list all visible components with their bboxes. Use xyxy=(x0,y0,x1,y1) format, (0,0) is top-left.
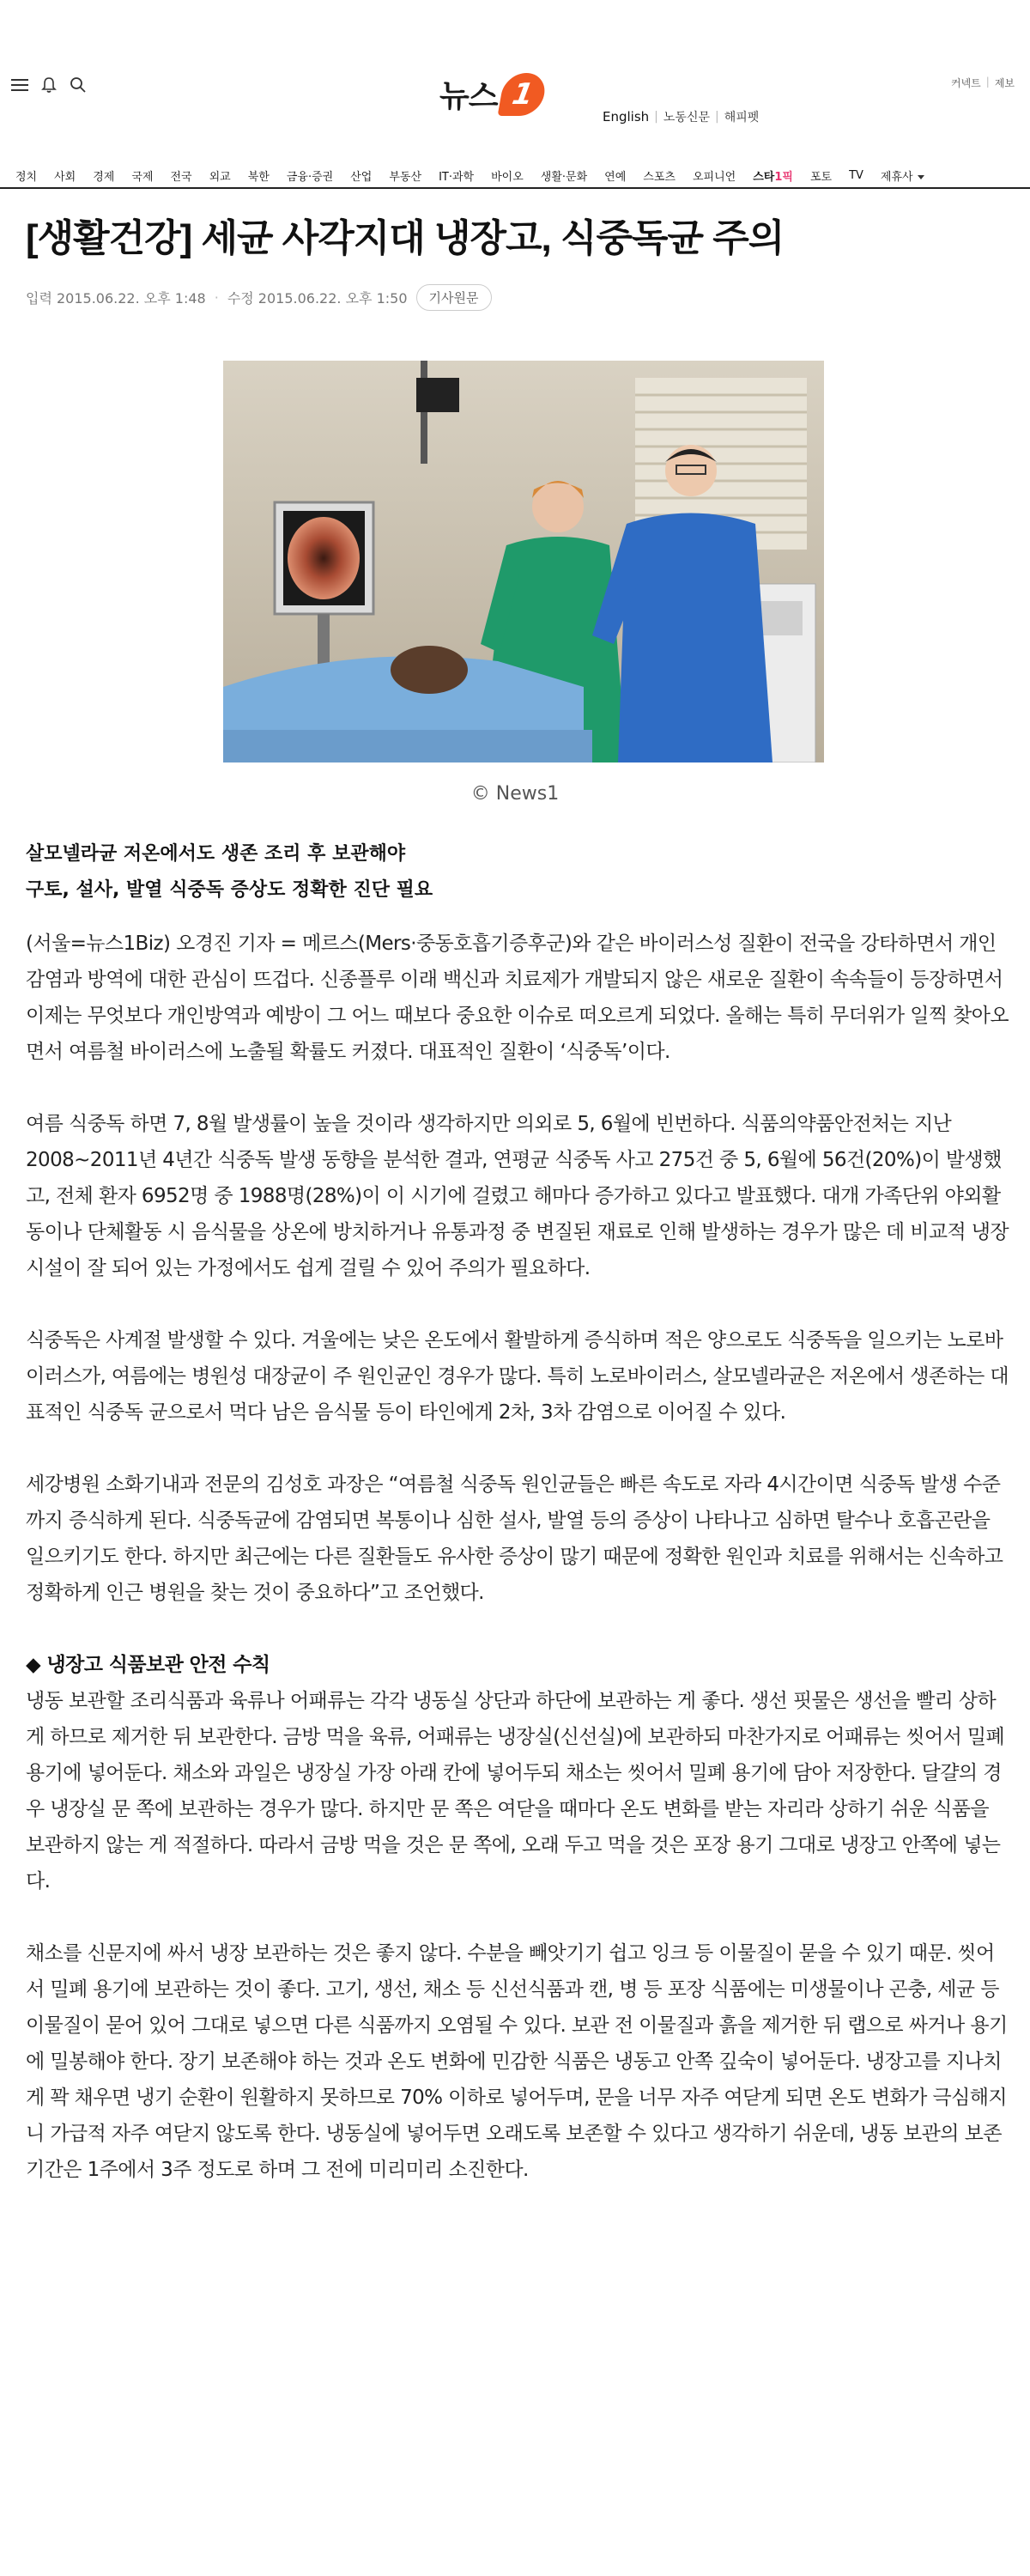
nav-item[interactable]: 오피니언 xyxy=(692,170,736,184)
nav-item[interactable]: 스포츠 xyxy=(643,170,676,184)
nav-item[interactable]: IT·과학 xyxy=(439,170,475,184)
nav-item-partners[interactable]: 제휴사 xyxy=(872,167,933,184)
body-paragraph: 식중독은 사계절 발생할 수 있다. 겨울에는 낮은 온도에서 활발하게 증식하며 적은 양으로도 식중독을 일으키는 노로바이러스가, 여름에는 병원성 대장균이 주 원인균인 경우가 많다. 특히 노로바이러스, 살모넬라균은 저온에서 생존하는 대표적인 식중독 균으로서 먹다 남은 음식물 등이 타인에게 2차, 3차 감염으로 이어질 수 있다. xyxy=(26,1329,1009,1424)
logo-text: 뉴스 xyxy=(439,79,498,114)
nav-item[interactable]: 전국 xyxy=(170,170,192,184)
photo-caption: © News1 xyxy=(470,783,560,805)
nav-item[interactable]: 금융·증권 xyxy=(286,170,334,184)
search-icon[interactable] xyxy=(69,76,88,94)
star-label: 스타 xyxy=(753,170,775,184)
body-paragraph: 세강병원 소화기내과 전문의 김성호 과장은 “여름철 식중독 원인균들은 빠른 속도로 자라 4시간이면 식중독 발생 수준까지 증식하게 된다. 식중독균에 감염되면 복통이나 심한 설사, 발열 등의 증상이 나타나고 심하면 탈수나 호흡곤란을 일으키기도 한다. 하지만 최근에는 다른 질환들도 유사한 증상이 많기 때문에 정확한 원인과 치료를 위해서는 신속하고 정확하게 인근 병원을 찾는 것이 중요하다”고 조언했다. xyxy=(26,1473,1003,1604)
right-links xyxy=(951,76,1015,90)
nav-item[interactable]: 경제 xyxy=(93,170,115,184)
site-logo[interactable] xyxy=(439,72,544,116)
divider: | xyxy=(654,110,658,124)
subheading: 구토, 설사, 발열 식중독 증상도 정확한 진단 필요 xyxy=(26,879,433,901)
sub-links xyxy=(603,108,759,125)
nav-item[interactable]: 사회 xyxy=(54,170,76,184)
body-paragraph: (서울=뉴스1Biz) 오경진 기자 = 메르스(Mers·중동호흡기증후군)와 같은 바이러스성 질환이 전국을 강타하면서 개인감염과 방역에 대한 관심이 뜨겁다. 신종플루 이래 백신과 치료제가 개발되지 않은 새로운 질환이 속속들이 등장하면서 이제는 무엇보다 개인방역과 예방이 그 어느 때보다 중요한 이슈로 떠오르게 되었다. 올해는 특히 무더위가 일찍 찾아오면서 여름철 바이러스에 노출될 확률도 커졌다. 대표적인 질환이 ‘식중독’이다. xyxy=(26,933,1009,1063)
bell-icon[interactable] xyxy=(39,76,58,94)
logo-badge: 1 xyxy=(497,73,548,116)
subheading: 살모넬라균 저온에서도 생존 조리 후 보관해야 xyxy=(26,843,406,865)
article-meta xyxy=(26,283,492,311)
nav-item[interactable]: 산업 xyxy=(350,170,373,184)
article-photo xyxy=(223,361,824,762)
divider: | xyxy=(715,110,719,124)
nav-item[interactable]: 포토 xyxy=(809,170,833,184)
sub-link-english[interactable]: English xyxy=(603,109,650,125)
article-subheadings xyxy=(26,836,1004,908)
menu-icon[interactable] xyxy=(10,76,29,94)
divider: · xyxy=(214,289,219,306)
nav-item[interactable]: 정치 xyxy=(15,170,38,184)
body-paragraph: 냉동 보관할 조리식품과 육류나 어패류는 각각 냉동실 상단과 하단에 보관하는 게 좋다. 생선 핏물은 생선을 빨리 상하게 하므로 제거한 뒤 보관한다. 금방 먹을 육류, 어패류는 냉장실(신선실)에 보관하되 마찬가지로 어패류는 씻어서 밀폐 용기에 넣어둔다. 채소와 과일은 냉장실 가장 아래 칸에 넣어두되 채소는 씻어서 밀폐 용기에 담아 저장한다. 달걀의 경우 냉장실 문 쪽에 보관하는 경우가 많다. 하지만 문 쪽은 여닫을 때마다 온도 변화를 받는 자리라 상하기 쉬운 식품을 보관하지 않는 게 적절하다. 따라서 금방 먹을 것은 문 쪽에, 오래 두고 먹을 것은 포장 용기 그대로 냉장고 안쪽에 넣는다. xyxy=(26,1690,1005,1893)
nav-item[interactable]: TV xyxy=(849,168,863,182)
body-paragraph: 채소를 신문지에 싸서 냉장 보관하는 것은 좋지 않다. 수분을 빼앗기기 쉽고 잉크 등 이물질이 묻을 수 있기 때문. 씻어서 밀폐 용기에 보관하는 것이 좋다. 고기, 생선, 채소 등 신선식품과 캔, 병 등 포장 식품에는 미생물이나 곤충, 세균 등 이물질이 묻어 있어 그대로 넣으면 다른 식품까지 오염될 수 있다. 보관 전 이물질과 흙을 제거한 뒤 랩으로 싸거나 용기에 밀봉해야 한다. 장기 보존해야 하는 것과 온도 변화에 민감한 식품은 냉동고 안쪽 깊숙이 넣어둔다. 냉장고를 지나치게 꽉 채우면 냉기 순환이 원활하지 못하므로 70% 이하로 넣어두며, 문을 너무 자주 여닫게 되면 온도 변화가 극심해지니 가급적 자주 여닫지 않도록 한다. 냉동실에 넣어두면 오래도록 보존할 수 있다고 생각하기 쉬운데, 냉동 보관의 보존 기간은 1주에서 3주 정도로 하며 그 전에 미리미리 소진한다. xyxy=(26,1942,1008,2181)
sub-link-happypet[interactable]: 해피펫 xyxy=(724,111,760,125)
body-paragraph: 여름 식중독 하면 7, 8월 발생률이 높을 것이라 생각하지만 의외로 5, 6월에 빈번하다. 식품의약품안전처는 지난2008~2011년 4년간 식중독 발생 동향을 분석한 결과, 연평균 식중독 사고 275건 중 5, 6월에 56건(20%)이 발생했고, 전체 환자 6952명 중 1988명(28%)이 이 시기에 걸렸고 해마다 증가하고 있다고 발표했다. 대개 가족단위 야외활동이나 단체활동 시 음식물을 상온에 방치하거나 유통과정 중 변질된 재료로 인해 발생하는 경우가 많은 데 비교적 냉장시설이 잘 되어 있는 가정에서도 쉽게 걸릴 수 있어 주의가 필요하다. xyxy=(26,1113,1009,1279)
right-link-connect[interactable]: 커넥트 xyxy=(950,77,981,89)
nav-item[interactable]: 연예 xyxy=(604,170,627,184)
top-header xyxy=(0,0,1030,137)
star-accent: 1픽 xyxy=(774,170,793,184)
category-nav xyxy=(0,163,1030,189)
right-link-report[interactable]: 제보 xyxy=(994,77,1015,89)
nav-item[interactable]: 바이오 xyxy=(491,170,524,184)
nav-item-star[interactable] xyxy=(744,167,802,184)
nav-item[interactable]: 국제 xyxy=(131,170,154,184)
sub-link-north-korea-news[interactable]: 노동신문 xyxy=(663,111,710,125)
section-title: ◆ 냉장고 식품보관 안전 수칙 xyxy=(26,1654,270,1676)
modified-time: 수정 2015.06.22. 오후 1:50 xyxy=(227,289,408,307)
article-title: [생활건강] 세균 사각지대 냉장고, 식중독균 주의 xyxy=(26,217,785,259)
nav-item[interactable]: 북한 xyxy=(247,170,270,184)
header-icons xyxy=(10,76,88,94)
original-article-button[interactable]: 기사원문 xyxy=(416,284,492,311)
nav-item[interactable]: 외교 xyxy=(209,170,231,184)
article-body xyxy=(26,926,1011,2224)
divider: | xyxy=(985,76,990,88)
nav-item[interactable]: 생활·문화 xyxy=(540,170,588,184)
nav-item[interactable]: 부동산 xyxy=(389,170,422,184)
published-time: 입력 2015.06.22. 오후 1:48 xyxy=(26,289,206,307)
